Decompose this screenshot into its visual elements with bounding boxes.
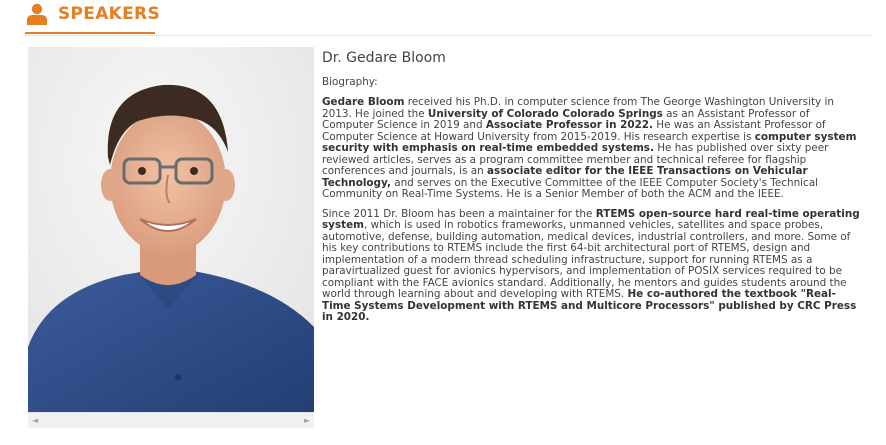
speaker-bio	[322, 50, 862, 332]
bio-paragraph-1: Gedare Bloom received his Ph.D. in computer science from The George Washington University in 2013. He joined the University of Colorado Colorado Springs as an Assistant Professor of Computer Science in 2019 and Associate Professor in 2022. He was an Assistant Professor of Computer Science at Howard University from 2015-2019. His research expertise is computer system security with emphasis on real-time embedded systems. He has published over sixty peer reviewed articles, serves as a program committee member and technical referee for flagship conferences and journals, is an associate editor for the IEEE Transactions on Vehicular Technology, and serves on the Executive Committee of the IEEE Computer Society's Technical Community on Real-Time Systems. He is a Senior Member of both the ACM and the IEEE.	[322, 96, 857, 200]
section-title: SPEAKERS	[58, 4, 160, 24]
scroll-right-arrow-icon[interactable]: ►	[303, 416, 310, 425]
scroll-thumb[interactable]	[44, 416, 298, 424]
speaker-photo	[28, 47, 314, 427]
scroll-left-arrow-icon[interactable]: ◄	[32, 416, 39, 425]
section-header	[25, 0, 875, 38]
person-icon	[27, 3, 47, 25]
speaker-name: Dr. Gedare Bloom	[322, 50, 446, 66]
biography-label: Biography:	[322, 76, 378, 88]
title-underline	[25, 32, 155, 34]
bio-paragraph-2: Since 2011 Dr. Bloom has been a maintainer for the RTEMS open-source hard real-time operating system, which is used in robotics frameworks, unmanned vehicles, satellites and space probes, automotive, defense, building automation, medical devices, industrial controllers, and more. Some of his key contributions to RTEMS include the first 64-bit architectural port of RTEMS, design and implementation of a modern thread scheduling infrastructure, support for running RTEMS as a paravirtualized guest for avionics hypervisors, and implementation of POSIX services required to be compliant with the FACE avionics standard. Additionally, he mentors and guides students around the world through learning about and developing with RTEMS. He co-authored the textbook "Real-Time Systems Development with RTEMS and Multicore Processors" published by CRC Press in 2020.	[322, 207, 860, 323]
section-divider	[25, 35, 871, 36]
horizontal-scrollbar[interactable]	[28, 412, 314, 428]
